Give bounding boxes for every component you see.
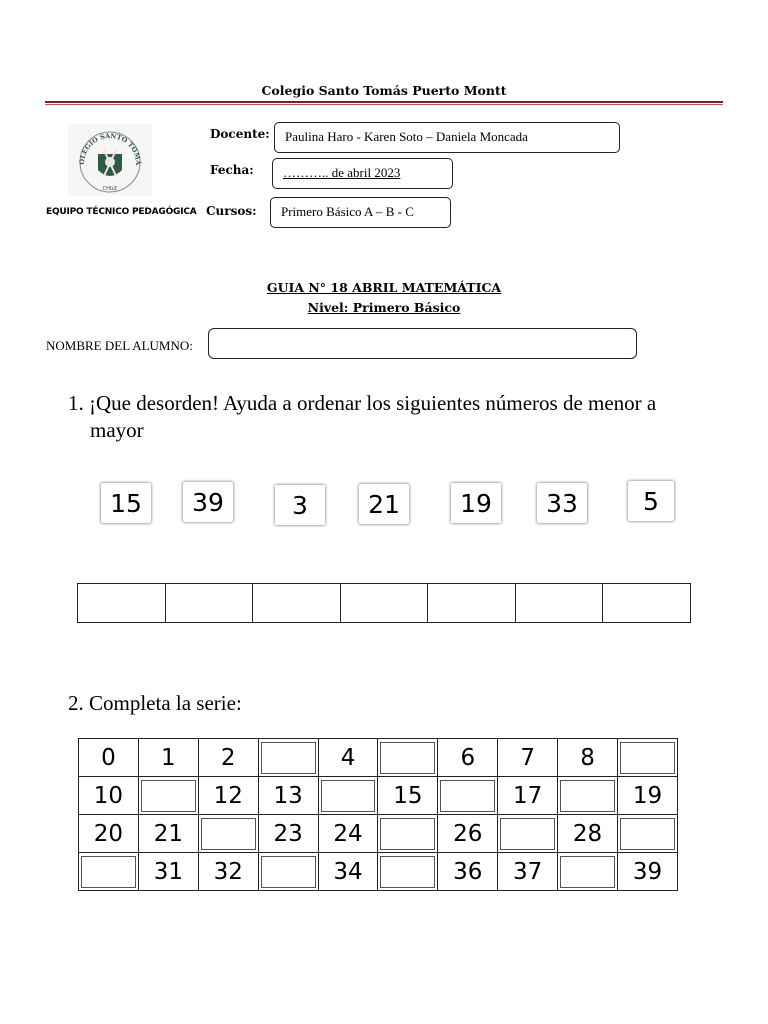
series-blank-cell[interactable] — [258, 739, 318, 777]
series-number-cell: 13 — [258, 777, 318, 815]
school-logo — [68, 124, 152, 196]
number-card[interactable]: 19 — [451, 483, 501, 523]
series-number-cell: 2 — [198, 739, 258, 777]
cursos-label: Cursos: — [206, 204, 257, 218]
series-blank-cell[interactable] — [138, 777, 198, 815]
series-blank-box[interactable] — [81, 856, 136, 888]
guide-title: GUIA N° 18 ABRIL MATEMÁTICA — [266, 280, 502, 295]
series-number-cell: 4 — [318, 739, 378, 777]
series-blank-cell[interactable] — [258, 853, 318, 891]
question-1-line-2: mayor — [90, 418, 144, 442]
answer-cell[interactable] — [428, 584, 516, 622]
series-number-cell: 39 — [618, 853, 678, 891]
series-row — [79, 739, 678, 777]
docente-field[interactable]: Paulina Haro - Karen Soto – Daniela Moncada — [274, 122, 620, 153]
logo-text: OLEGIO SANTO TOMÁ — [77, 131, 143, 166]
answer-cell[interactable] — [603, 584, 690, 622]
series-blank-box[interactable] — [380, 742, 435, 774]
series-number-cell: 0 — [79, 739, 139, 777]
series-number-cell: 31 — [138, 853, 198, 891]
answer-cell[interactable] — [516, 584, 604, 622]
series-blank-box[interactable] — [201, 818, 256, 850]
series-blank-cell[interactable] — [378, 739, 438, 777]
number-card[interactable]: 33 — [537, 483, 587, 523]
series-number-cell: 19 — [618, 777, 678, 815]
number-card[interactable]: 39 — [183, 482, 233, 522]
series-row — [79, 853, 678, 891]
series-number-cell: 21 — [138, 815, 198, 853]
series-blank-box[interactable] — [620, 742, 675, 774]
series-blank-box[interactable] — [560, 780, 615, 812]
fecha-field[interactable] — [272, 158, 453, 189]
series-blank-box[interactable] — [560, 856, 615, 888]
series-number-cell: 26 — [438, 815, 498, 853]
question-2-text: 2. Completa la serie: — [68, 691, 242, 715]
series-blank-box[interactable] — [500, 818, 555, 850]
series-blank-box[interactable] — [141, 780, 196, 812]
series-number-cell: 37 — [498, 853, 558, 891]
guide-level: Nivel: Primero Básico — [307, 300, 461, 315]
answer-cell[interactable] — [253, 584, 341, 622]
number-card[interactable]: 5 — [628, 481, 674, 521]
series-blank-box[interactable] — [321, 780, 376, 812]
series-blank-box[interactable] — [380, 818, 435, 850]
fecha-value: ……….. de abril 2023 — [283, 165, 401, 180]
cursos-field[interactable]: Primero Básico A – B - C — [270, 197, 451, 228]
series-blank-box[interactable] — [261, 856, 316, 888]
series-number-cell: 12 — [198, 777, 258, 815]
answer-cell[interactable] — [166, 584, 254, 622]
series-number-cell: 7 — [498, 739, 558, 777]
series-number-cell: 1 — [138, 739, 198, 777]
logo-subtext: CHILE — [102, 186, 118, 192]
number-card[interactable]: 3 — [275, 485, 325, 525]
department-label: EQUIPO TÉCNICO PEDAGÓGICA — [46, 207, 197, 217]
number-card[interactable]: 21 — [359, 484, 409, 524]
series-blank-cell[interactable] — [618, 739, 678, 777]
school-name: Colegio Santo Tomás Puerto Montt — [261, 83, 507, 98]
series-number-cell: 10 — [79, 777, 139, 815]
series-blank-cell[interactable] — [558, 777, 618, 815]
docente-label: Docente: — [210, 127, 270, 141]
series-blank-cell[interactable] — [618, 815, 678, 853]
student-name-label: NOMBRE DEL ALUMNO: — [46, 338, 193, 353]
series-number-cell: 15 — [378, 777, 438, 815]
series-number-cell: 32 — [198, 853, 258, 891]
series-blank-cell[interactable] — [498, 815, 558, 853]
series-blank-box[interactable] — [440, 780, 495, 812]
series-number-cell: 28 — [558, 815, 618, 853]
question-1-line-1: 1. ¡Que desorden! Ayuda a ordenar los siguientes números de menor a — [68, 391, 657, 415]
series-blank-cell[interactable] — [378, 853, 438, 891]
series-number-cell: 20 — [79, 815, 139, 853]
series-number-cell: 34 — [318, 853, 378, 891]
series-blank-cell[interactable] — [378, 815, 438, 853]
number-card[interactable]: 15 — [101, 483, 151, 523]
series-number-cell: 36 — [438, 853, 498, 891]
series-row — [79, 815, 678, 853]
series-blank-box[interactable] — [261, 742, 316, 774]
series-blank-cell[interactable] — [198, 815, 258, 853]
series-number-cell: 8 — [558, 739, 618, 777]
ordering-answer-row — [77, 583, 691, 623]
number-series-grid — [78, 738, 678, 891]
series-number-cell: 23 — [258, 815, 318, 853]
series-blank-cell[interactable] — [318, 777, 378, 815]
student-name-input[interactable] — [208, 328, 637, 359]
answer-cell[interactable] — [78, 584, 166, 622]
header-divider-thin — [45, 104, 723, 105]
header-divider — [45, 101, 723, 103]
series-number-cell: 17 — [498, 777, 558, 815]
series-blank-cell[interactable] — [558, 853, 618, 891]
series-number-cell: 6 — [438, 739, 498, 777]
series-blank-box[interactable] — [620, 818, 675, 850]
answer-cell[interactable] — [341, 584, 429, 622]
fecha-label: Fecha: — [210, 163, 254, 177]
series-blank-cell[interactable] — [438, 777, 498, 815]
series-blank-box[interactable] — [380, 856, 435, 888]
series-number-cell: 24 — [318, 815, 378, 853]
series-row — [79, 777, 678, 815]
series-blank-cell[interactable] — [79, 853, 139, 891]
